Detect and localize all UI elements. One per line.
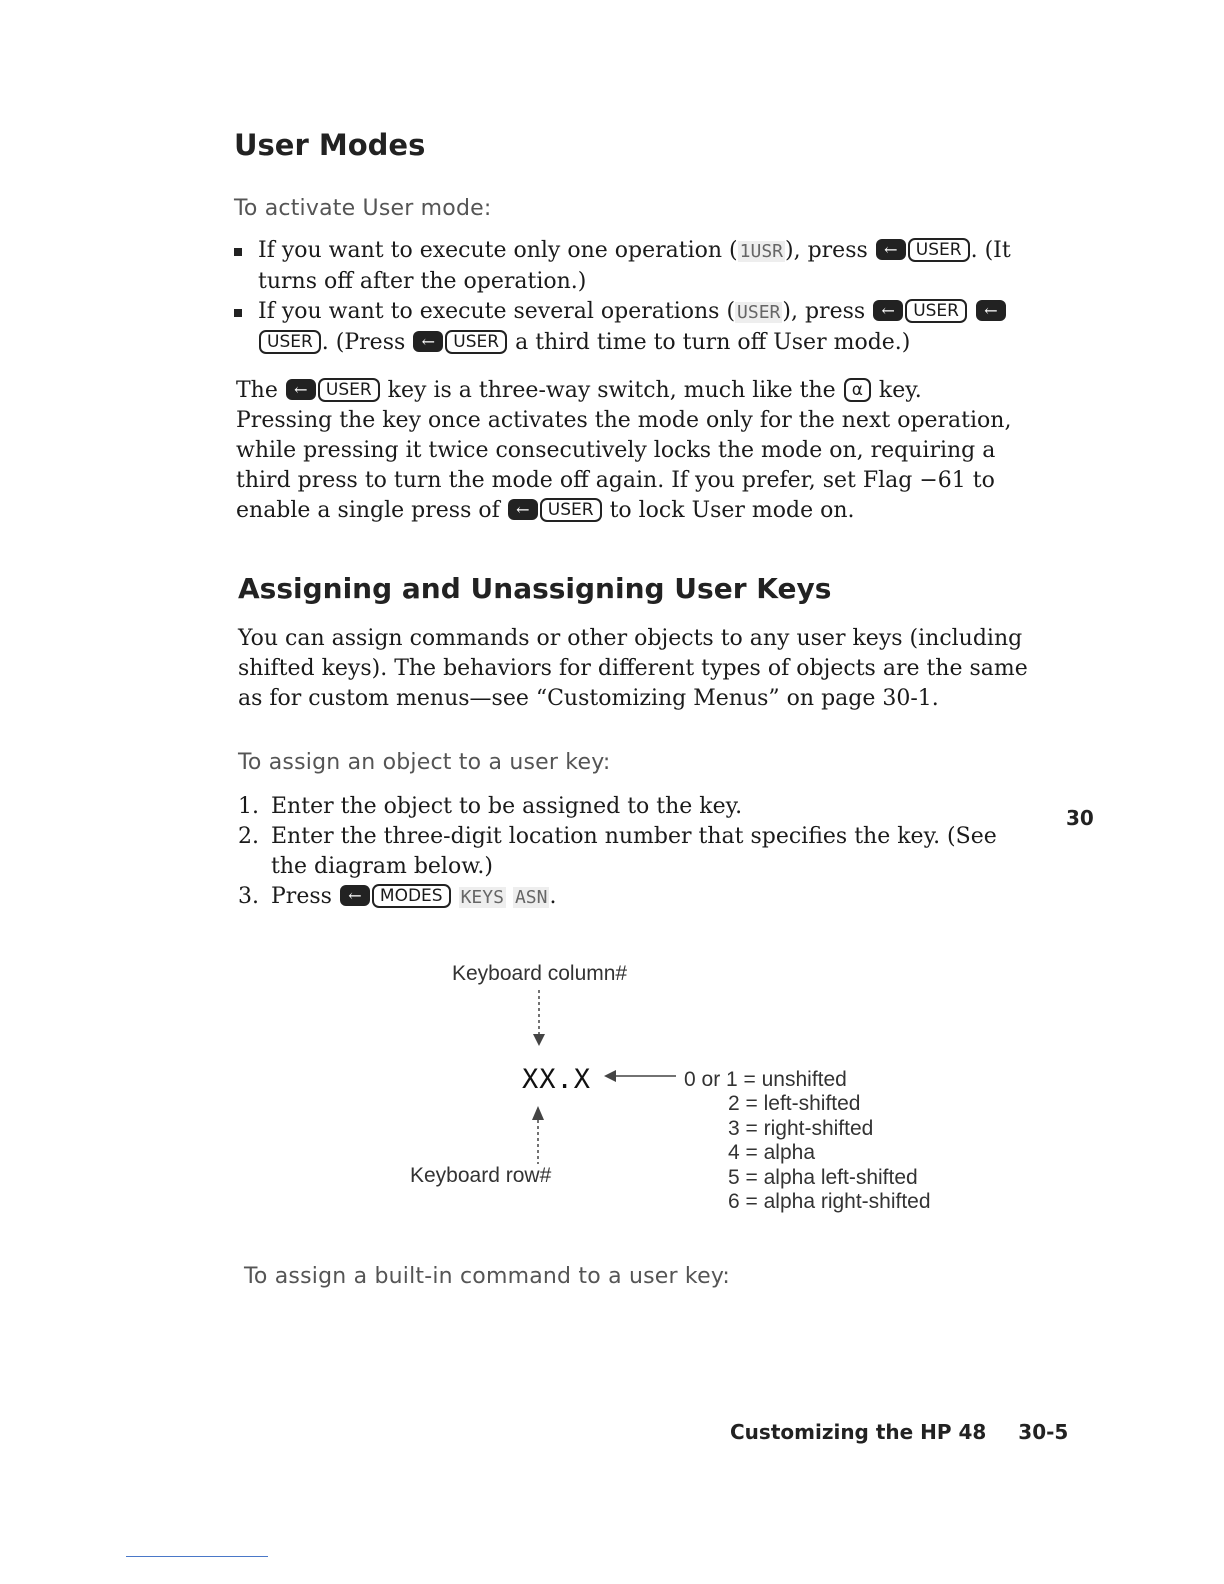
left-shift-key-icon: ←	[340, 885, 370, 906]
chapter-margin-tab: 30	[1066, 806, 1094, 830]
list-item: 1. Enter the object to be assigned to the key.	[238, 794, 743, 819]
section-title-assigning-keys: Assigning and Unassigning User Keys	[238, 572, 832, 605]
shift-code-6: 6 = alpha right-shifted	[728, 1190, 931, 1213]
bullet-icon	[234, 309, 242, 317]
shift-code-5: 5 = alpha left-shifted	[728, 1165, 918, 1189]
subheading-activate-user-mode: To activate User mode:	[234, 196, 492, 221]
page-edge-rule	[126, 1556, 268, 1557]
left-shift-key-icon: ←	[508, 499, 538, 520]
user-key: USER	[540, 498, 602, 522]
keyboard-column-label: Keyboard column#	[452, 962, 628, 985]
activate-options-list	[234, 236, 1014, 358]
left-shift-key-icon: ←	[286, 379, 316, 400]
user-key: USER	[445, 330, 507, 354]
user-key: USER	[318, 378, 380, 402]
shift-codes-list	[684, 1068, 847, 1092]
shift-code-3: 3 = right-shifted	[728, 1116, 874, 1140]
keyboard-row-label: Keyboard row#	[410, 1164, 552, 1187]
annunciator-1usr: 1USR	[739, 241, 783, 262]
shift-codes-list-rest	[728, 1092, 931, 1215]
shift-code-arrow-icon	[604, 1066, 678, 1086]
page-number: 30-5	[1018, 1420, 1069, 1444]
list-item: If you want to execute several operations ( USER), press ← USER ←USER . (Press ← USER a third time to turn off User mode.)	[234, 297, 1014, 358]
menu-key-asn: ASN	[514, 887, 548, 908]
alpha-key: α	[844, 378, 871, 402]
left-shift-key-icon: ←	[413, 331, 443, 352]
three-way-switch-paragraph: The ← USER key is a three-way switch, much like the α key. Pressing the key once activates the mode only for the next operation, while pressing it twice consecutively locks the mode on, requiring a third press to turn the mode off again. If you prefer, set Flag −61 to enable a single press of ← USER to lock User mode on.	[236, 378, 1012, 523]
list-item: 3. Press ← MODES KEYS ASN.	[238, 884, 557, 909]
user-key: USER	[259, 330, 321, 354]
column-arrow-icon	[528, 990, 550, 1050]
subheading-assign-builtin: To assign a built-in command to a user key:	[244, 1264, 731, 1289]
assigning-intro-paragraph: You can assign commands or other objects to any user keys (including shifted keys). The behaviors for different types of objects are the same as for custom menus—see “Customizing Menus” on page 30-1.	[238, 626, 1028, 711]
modes-key: MODES	[372, 884, 451, 908]
location-code: XX.X	[522, 1064, 592, 1095]
shift-code-4: 4 = alpha	[728, 1141, 815, 1164]
running-footer	[730, 1420, 1068, 1444]
bullet-icon	[234, 248, 242, 256]
section-title-user-modes: User Modes	[234, 128, 426, 162]
shift-code-0-1: 0 or 1 = unshifted	[684, 1068, 847, 1091]
left-shift-key-icon: ←	[873, 300, 903, 321]
left-shift-key-icon: ←	[976, 300, 1006, 321]
left-shift-key-icon: ←	[876, 239, 906, 260]
assign-steps-list	[238, 792, 1008, 913]
subheading-assign-object: To assign an object to a user key:	[238, 750, 611, 775]
footer-title: Customizing the HP 48	[730, 1420, 987, 1444]
row-arrow-icon	[527, 1106, 549, 1166]
menu-key-keys: KEYS	[460, 887, 504, 908]
shift-code-2: 2 = left-shifted	[728, 1092, 861, 1115]
user-key: USER	[908, 238, 970, 262]
annunciator-user: USER	[737, 302, 781, 323]
list-item: 2. Enter the three-digit location number that specifies the key. (See the diagram below.)	[238, 824, 997, 879]
list-item: If you want to execute only one operation ( 1USR), press ← USER . (It turns off after the operation.)	[234, 236, 1014, 297]
user-key: USER	[905, 299, 967, 323]
